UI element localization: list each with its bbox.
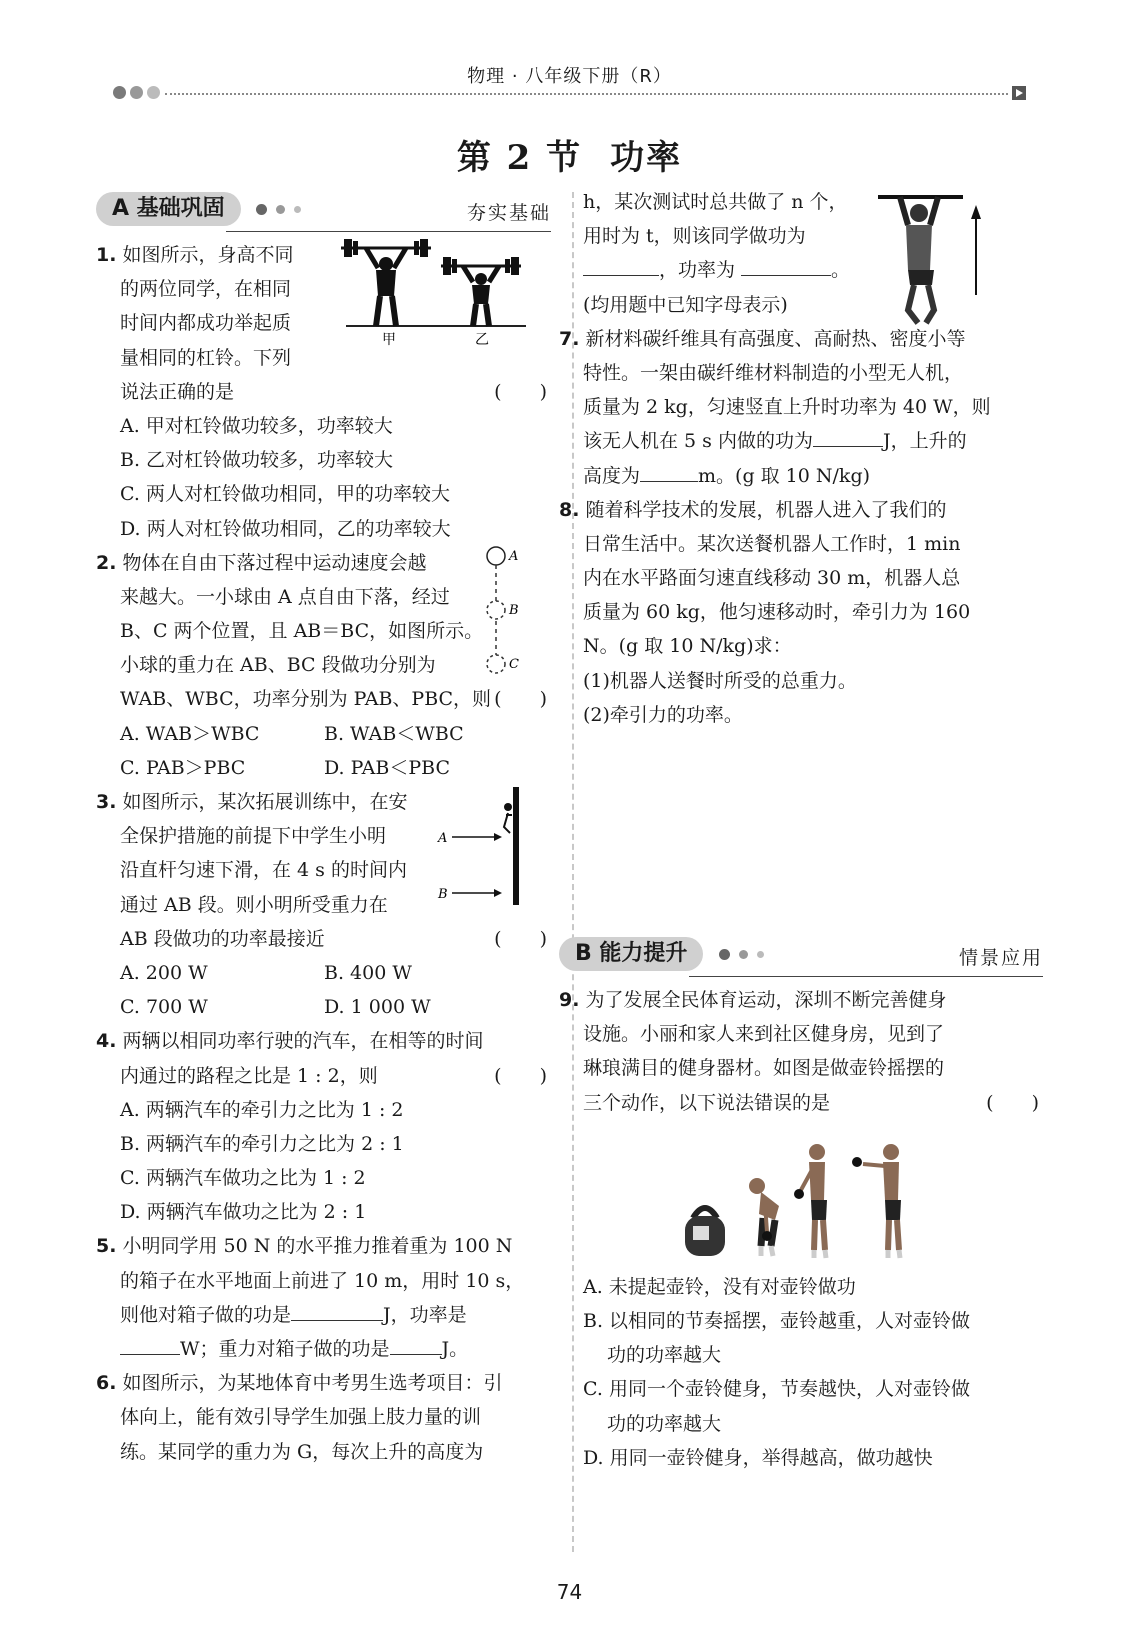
question-9 xyxy=(559,983,1043,1475)
q9-line: 设施。小丽和家人来到社区健身房，见到了 xyxy=(583,1023,945,1046)
q7-line: 质量为 2 kg，匀速竖直上升时功率为 40 W，则 xyxy=(583,396,991,419)
q7-number: 7. xyxy=(559,327,580,350)
answer-bracket: ( ) xyxy=(494,380,547,403)
q2-option-c: C. PAB＞PBC xyxy=(120,756,246,779)
q2-line: B、C 两个位置，且 AB＝BC，如图所示。 xyxy=(120,620,484,643)
fig-label-b: B xyxy=(438,887,448,902)
weightlifter-figure xyxy=(336,238,536,348)
q1-line: 的两位同学，在相同 xyxy=(120,278,292,301)
q9-option-c-cont: 功的功率越大 xyxy=(607,1412,722,1435)
q6-text: 。 xyxy=(831,259,851,282)
answer-bracket: ( ) xyxy=(494,1064,547,1087)
answer-blank[interactable] xyxy=(291,1298,383,1321)
q2-line: 小球的重力在 AB、BC 段做功分别为 xyxy=(120,654,436,677)
question-8 xyxy=(559,493,1043,732)
q6-line: 如图所示，为某地体育中考男生选考项目：引 xyxy=(122,1372,503,1395)
question-7 xyxy=(559,322,1043,493)
question-6 xyxy=(96,1366,551,1469)
answer-blank[interactable] xyxy=(813,424,883,447)
q3-line: 如图所示，某次拓展训练中，在安 xyxy=(122,791,408,813)
q3-line: 通过 AB 段。则小明所受重力在 xyxy=(120,893,388,916)
answer-blank[interactable] xyxy=(640,459,698,482)
falling-ball-figure xyxy=(484,546,524,676)
q5-text: J。 xyxy=(441,1338,469,1360)
q6-line: 体向上，能有效引导学生加强上肢力量的训 xyxy=(120,1406,482,1429)
section-a-label: A 基础巩固 xyxy=(96,192,241,226)
q1-line: 时间内都成功举起质 xyxy=(120,312,292,335)
fig-label-yi: 乙 xyxy=(475,332,489,348)
q6-line: 练。某同学的重力为 G，每次上升的高度为 xyxy=(120,1440,484,1463)
fig-label-a: A xyxy=(509,548,519,564)
question-6-continued xyxy=(583,185,1043,322)
q5-line: 小明同学用 50 N 的水平推力推着重为 100 N xyxy=(122,1235,513,1258)
page-number: 74 xyxy=(556,1580,583,1604)
q1-line: 量相同的杠铃。下列 xyxy=(120,346,292,369)
q1-option-c: C. 两人对杠铃做功相同，甲的功率较大 xyxy=(120,483,450,506)
section-b-label: B 能力提升 xyxy=(559,937,703,971)
q2-number: 2. xyxy=(96,551,117,574)
q9-option-b-cont: 功的功率越大 xyxy=(607,1344,722,1367)
answer-space[interactable] xyxy=(583,732,1043,937)
q8-line: N。(g 取 10 N/kg)求： xyxy=(583,635,792,658)
question-5 xyxy=(96,1229,551,1366)
page-title xyxy=(0,130,1139,179)
q2-option-d: D. PAB＜PBC xyxy=(324,756,450,779)
q2-option-a: A. WAB＞WBC xyxy=(120,722,260,745)
question-1 xyxy=(96,238,551,546)
q9-option-b: B. 以相同的节奏摇摆，壶铃越重，人对壶铃做 xyxy=(583,1309,971,1332)
q2-line: 物体在自由下落过程中运动速度会越 xyxy=(122,551,427,574)
answer-bracket: ( ) xyxy=(494,927,547,950)
left-column xyxy=(96,192,551,1469)
q8-line: 随着科学技术的发展，机器人进入了我们的 xyxy=(585,498,947,521)
q3-line: AB 段做功的功率最接近 xyxy=(120,927,325,950)
answer-blank[interactable] xyxy=(741,253,831,276)
q1-line: 说法正确的是 xyxy=(120,380,235,403)
q2-line: 来越大。一小球由 A 点自由下落，经过 xyxy=(120,585,450,608)
section-a-tag: 夯实基础 xyxy=(466,202,551,224)
q3-option-b: B. 400 W xyxy=(324,961,412,984)
page-header xyxy=(113,56,1026,96)
q8-line: 日常生活中。某次送餐机器人工作时，1 min xyxy=(583,532,961,555)
answer-blank[interactable] xyxy=(583,253,659,276)
fig-label-b: B xyxy=(509,602,519,618)
q8-number: 8. xyxy=(559,498,580,521)
section-name: 功率 xyxy=(610,138,683,178)
q7-text: 该无人机在 5 s 内做的功为 xyxy=(583,430,813,453)
question-4 xyxy=(96,1024,551,1229)
section-b-header xyxy=(559,937,1043,977)
kettlebell-swing-figure xyxy=(679,1128,939,1268)
q1-option-d: D. 两人对杠铃做功相同，乙的功率较大 xyxy=(120,517,451,540)
q2-option-b: B. WAB＜WBC xyxy=(324,722,464,745)
q3-option-d: D. 1 000 W xyxy=(324,996,431,1019)
fig-label-a: A xyxy=(438,831,448,846)
q4-option-c: C. 两辆汽车做功之比为 1 : 2 xyxy=(120,1167,366,1190)
answer-bracket: ( ) xyxy=(494,688,547,711)
q8-line: 质量为 60 kg，他匀速移动时，牵引力为 160 xyxy=(583,601,971,624)
pole-slide-figure xyxy=(436,785,526,910)
q8-sub-1: (1)机器人送餐时所受的总重力。 xyxy=(583,669,857,692)
q8-sub-2: (2)牵引力的功率。 xyxy=(583,703,743,726)
q6-line: 用时为 t，则该同学做功为 xyxy=(583,225,806,248)
q4-option-a: A. 两辆汽车的牵引力之比为 1 : 2 xyxy=(120,1098,404,1121)
q7-line: 新材料碳纤维具有高强度、高耐热、密度小等 xyxy=(585,327,966,350)
q9-option-d: D. 用同一壶铃健身，举得越高，做功越快 xyxy=(583,1446,933,1469)
q7-text: m。(g 取 10 N/kg) xyxy=(698,464,871,487)
answer-blank[interactable] xyxy=(120,1332,180,1355)
fig-label-jia: 甲 xyxy=(382,332,396,348)
q4-line: 两辆以相同功率行驶的汽车，在相等的时间 xyxy=(122,1030,484,1053)
answer-blank[interactable] xyxy=(390,1332,442,1355)
q1-line: 如图所示，身高不同 xyxy=(122,244,294,266)
q9-line: 为了发展全民体育运动，深圳不断完善健身 xyxy=(585,989,947,1011)
q3-line: 全保护措施的前提下中学生小明 xyxy=(120,825,387,848)
q5-text: W；重力对箱子做的功是 xyxy=(180,1338,390,1360)
q9-line: 三个动作，以下说法错误的是 xyxy=(583,1091,831,1114)
q4-line: 内通过的路程之比是 1 : 2，则 xyxy=(120,1064,378,1087)
q3-number: 3. xyxy=(96,791,117,813)
q9-number: 9. xyxy=(559,989,580,1011)
q9-option-c: C. 用同一个壶铃健身，节奏越快，人对壶铃做 xyxy=(583,1378,970,1401)
play-arrow-icon xyxy=(1012,86,1026,100)
question-2 xyxy=(96,546,551,785)
q1-option-b: B. 乙对杠铃做功较多，功率较大 xyxy=(120,449,394,472)
pull-up-figure xyxy=(878,185,988,325)
q2-line: WAB、WBC，功率分别为 PAB、PBC，则 xyxy=(120,688,492,711)
q6-number: 6. xyxy=(96,1372,117,1395)
q5-line: 的箱子在水平地面上前进了 10 m，用时 10 s， xyxy=(120,1269,525,1292)
q4-option-d: D. 两辆汽车做功之比为 2 : 1 xyxy=(120,1201,367,1224)
q9-line: 琳琅满目的健身器材。如图是做壶铃摇摆的 xyxy=(583,1057,945,1080)
section-number: 第 2 节 xyxy=(456,138,583,178)
right-column xyxy=(559,185,1043,1475)
section-a-header xyxy=(96,192,551,232)
q7-line: 特性。一架由碳纤维材料制造的小型无人机， xyxy=(583,361,964,384)
q4-number: 4. xyxy=(96,1030,117,1053)
q6-line: h，某次测试时总共做了 n 个， xyxy=(583,191,848,213)
q4-option-b: B. 两辆汽车的牵引力之比为 2 : 1 xyxy=(120,1132,404,1155)
q5-text: J，功率是 xyxy=(383,1303,467,1326)
q6-text: ，功率为 xyxy=(659,259,736,282)
header-title: 物理 · 八年级下册（R） xyxy=(467,66,672,87)
q6-note: (均用题中已知字母表示) xyxy=(583,293,788,316)
answer-bracket: ( ) xyxy=(986,1091,1039,1114)
q7-text: J，上升的 xyxy=(882,430,967,453)
section-b-tag: 情景应用 xyxy=(958,947,1043,969)
q1-option-a: A. 甲对杠铃做功较多，功率较大 xyxy=(120,414,393,437)
q3-option-a: A. 200 W xyxy=(120,961,208,984)
q3-line: 沿直杆匀速下滑，在 4 s 的时间内 xyxy=(120,859,407,882)
q3-option-c: C. 700 W xyxy=(120,996,208,1019)
q9-option-a: A. 未提起壶铃，没有对壶铃做功 xyxy=(583,1275,856,1298)
q5-number: 5. xyxy=(96,1235,117,1258)
q7-text: 高度为 xyxy=(583,464,641,487)
fig-label-c: C xyxy=(509,656,519,672)
q5-text: 则他对箱子做的功是 xyxy=(120,1303,292,1326)
q8-line: 内在水平路面匀速直线移动 30 m，机器人总 xyxy=(583,567,961,590)
q1-number: 1. xyxy=(96,244,117,266)
question-3 xyxy=(96,785,551,1024)
header-rule xyxy=(165,93,1008,95)
